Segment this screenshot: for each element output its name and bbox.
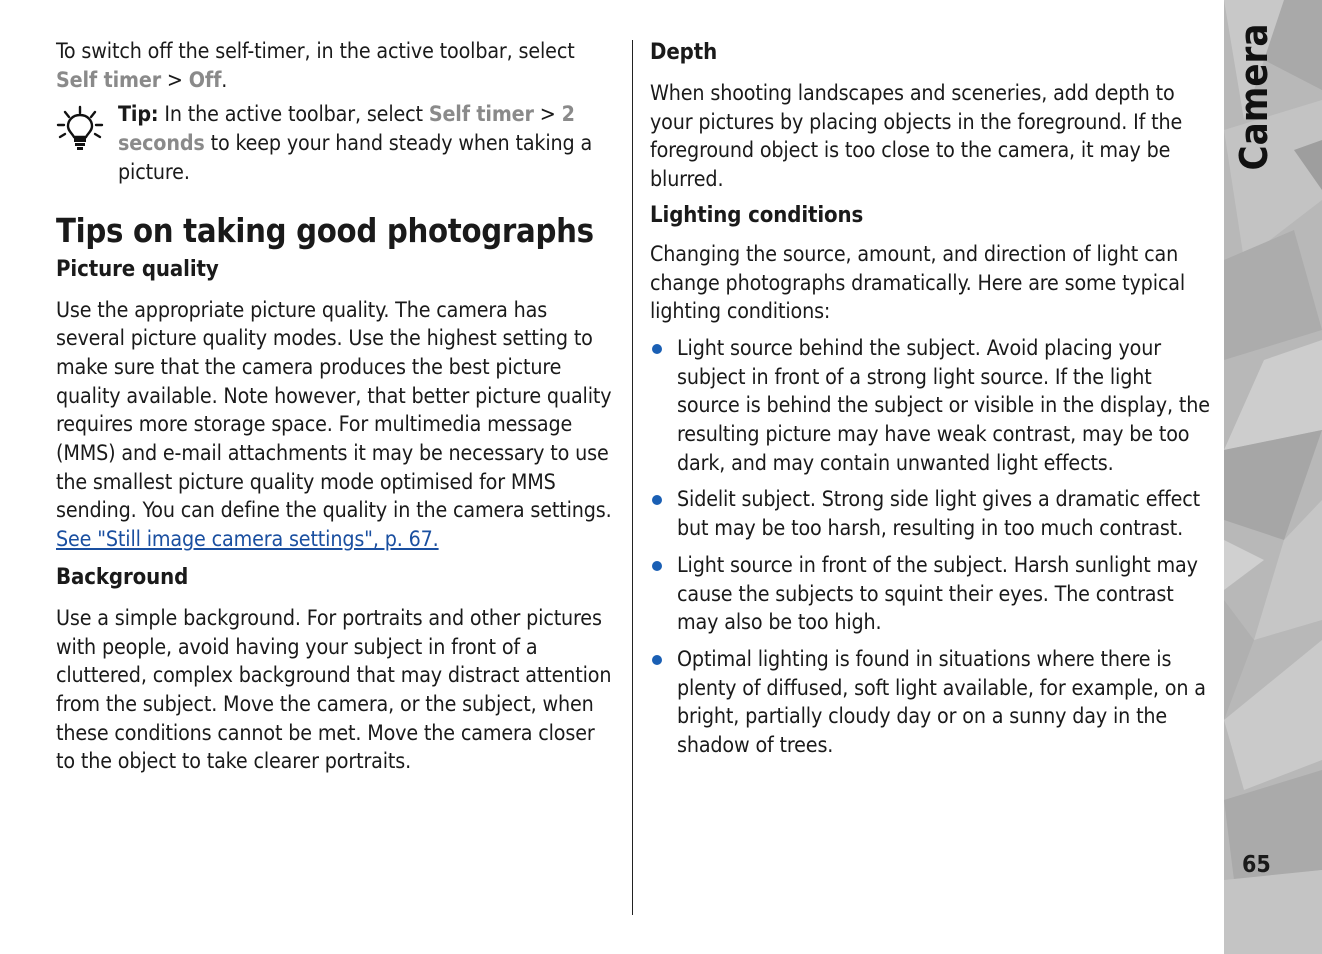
bullet-dot-icon: [652, 495, 662, 505]
list-item-text: Optimal lighting is found in situations where there is plenty of diffused, soft light available, for example, on a bright, partially cloudy day or on a sunny day in the shadow of trees.: [677, 646, 1206, 759]
intro-end: .: [221, 67, 228, 93]
chapter-title-text: Camera: [1232, 23, 1276, 171]
ui-separator: >: [161, 67, 189, 93]
list-item-text: Light source in front of the subject. Harsh sunlight may cause the subjects to squint their eyes. The contrast may also be too high.: [677, 552, 1198, 636]
column-divider: [632, 40, 633, 915]
self-timer-off-paragraph: [56, 38, 618, 95]
ui-2-seconds: 2 seconds: [118, 102, 575, 157]
intro-text: To switch off the self-timer, in the active toolbar, select: [56, 39, 575, 64]
tip-text-2: to keep your hand steady when taking a picture.: [118, 131, 593, 185]
still-image-settings-link[interactable]: See "Still image camera settings", p. 67.: [56, 527, 439, 553]
list-item-text: Light source behind the subject. Avoid placing your subject in front of a strong light source. If the light source is behind the subject or visible in the display, the resulting picture may have weak contrast, may be too dark, and may contain unwanted light effects.: [677, 335, 1210, 476]
bullet-dot-icon: [652, 561, 662, 571]
lighting-heading: Lighting conditions: [650, 202, 864, 228]
tip-label: Tip:: [118, 102, 159, 128]
tip-text-1: In the active toolbar, select: [158, 102, 429, 128]
list-item-text: Sidelit subject. Strong side light gives a dramatic effect but may be too harsh, resulting in too much contrast.: [677, 487, 1200, 542]
chapter-title: [1232, 23, 1276, 171]
left-column: [56, 38, 618, 777]
right-column: [650, 38, 1212, 761]
lighting-list: [650, 335, 1212, 761]
bullet-dot-icon: [652, 655, 662, 665]
tip-block: [56, 101, 618, 187]
list-item: [650, 486, 1212, 543]
picture-quality-body: Use the appropriate picture quality. The camera has several picture quality modes. Use the highest setting to make sure that the camera produces the best picture quality available. Note however, that better picture quality requires more storage space. For multimedia message (MMS) and e-mail attachments it may be necessary to use the smallest picture quality mode optimised for MMS sending. You can define the quality in the camera settings.: [56, 297, 612, 524]
ui-self-timer: Self timer: [56, 67, 161, 93]
ui-self-timer-tip: Self timer: [428, 102, 534, 128]
ui-separator-tip: >: [533, 102, 562, 128]
depth-heading: Depth: [650, 40, 718, 65]
picture-quality-heading: Picture quality: [56, 256, 219, 282]
page-number: 65: [1242, 852, 1271, 878]
list-item: [650, 335, 1212, 479]
ui-off: Off: [188, 67, 222, 93]
lighting-text: Changing the source, amount, and direction of light can change photographs dramatically. Here are some typical lighting conditions:: [650, 241, 1186, 325]
bullet-dot-icon: [652, 344, 662, 354]
picture-quality-text: [56, 297, 618, 555]
lightbulb-icon: [56, 105, 104, 153]
list-item: [650, 552, 1212, 638]
background-heading: Background: [56, 564, 189, 590]
background-text: Use a simple background. For portraits and other pictures with people, avoid having your subject in front of a cluttered, complex background that may distract attention from the subject. Move the camera, or the subject, when these conditions cannot be met. Move the camera closer to the object to take clearer portraits.: [56, 605, 612, 775]
section-heading: Tips on taking good photographs: [56, 211, 594, 250]
list-item: [650, 646, 1212, 761]
depth-text: When shooting landscapes and sceneries, add depth to your pictures by placing objects in the foreground. If the foreground object is too close to the camera, it may be blurred.: [650, 81, 1183, 193]
tip-text: [118, 101, 618, 187]
